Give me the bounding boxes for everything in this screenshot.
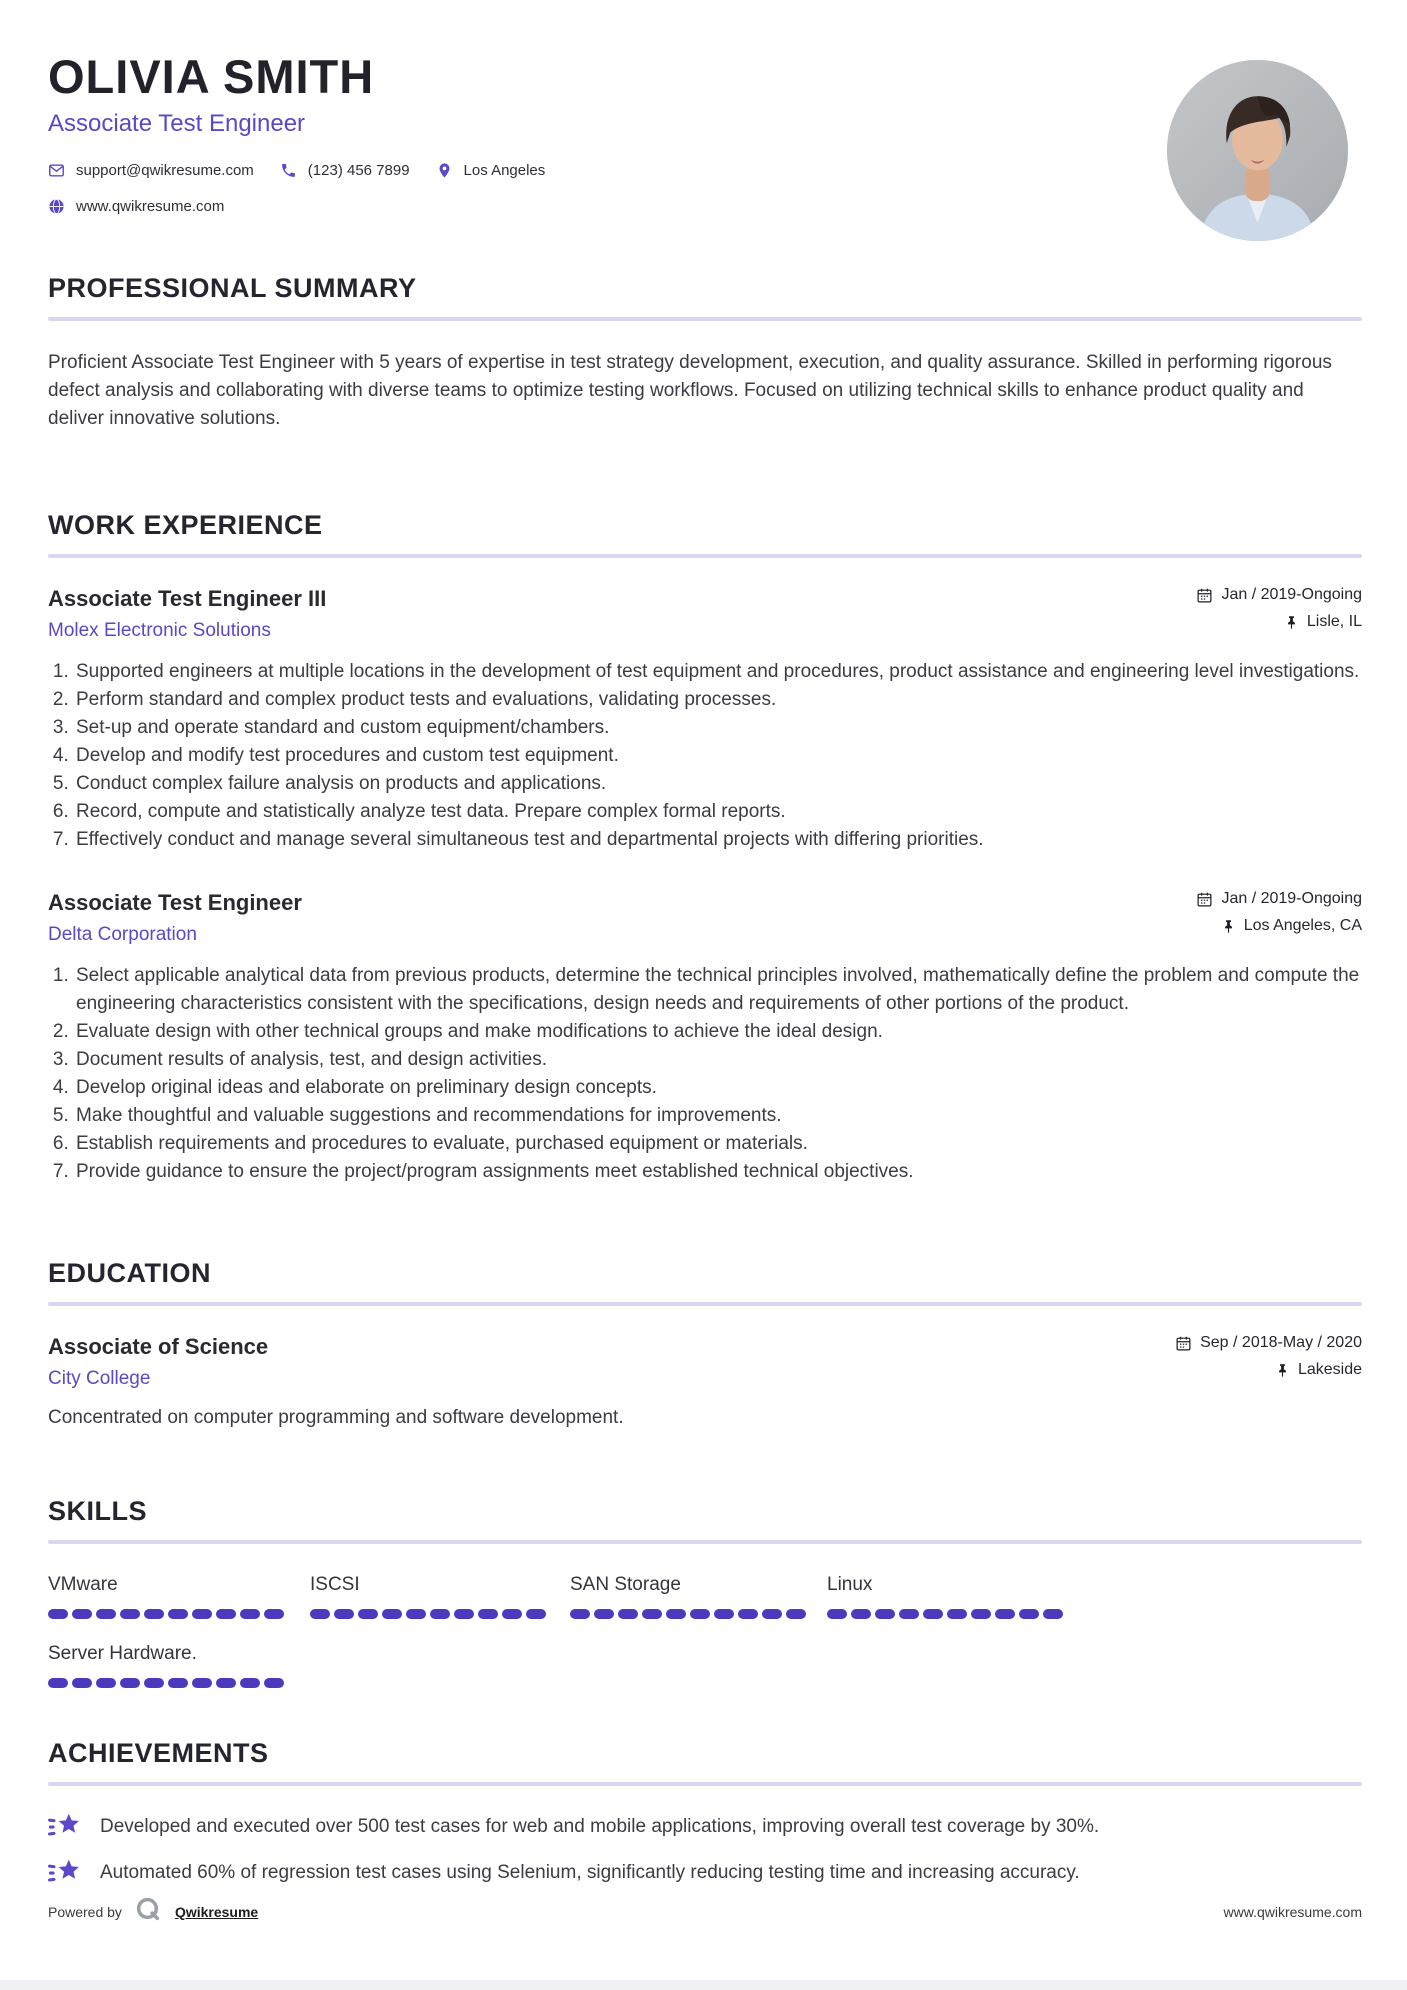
- summary-heading-rule: [48, 317, 1362, 321]
- education-school: City College: [48, 1368, 151, 1390]
- skill-bar: [827, 1609, 1063, 1619]
- skill-item: [310, 1574, 546, 1619]
- job-bullet: 6. Establish requirements and procedures to evaluate, purchased equipment or materials.: [74, 1130, 1362, 1158]
- phone-icon: [280, 162, 297, 179]
- calendar-icon: [1196, 891, 1213, 908]
- job-entry-2-head: [48, 890, 1362, 946]
- job-entry-2-meta: [1196, 890, 1362, 935]
- profile-photo: [1167, 60, 1348, 241]
- job-bullet: 7. Effectively conduct and manage several simultaneous test and departmental projects with differing priorities.: [74, 826, 1362, 854]
- section-skills: [48, 1496, 1362, 1688]
- education-location-text: Lakeside: [1297, 1361, 1362, 1379]
- globe-icon: [48, 198, 65, 215]
- job-date-text: Jan / 2019-Ongoing: [1221, 586, 1362, 604]
- job-entry-2: [48, 890, 1362, 1186]
- contact-row-1: [48, 162, 982, 179]
- contact-email[interactable]: [48, 162, 254, 179]
- summary-heading: PROFESSIONAL SUMMARY: [48, 273, 417, 304]
- contact-row-2: [48, 198, 982, 215]
- contact-phone: [280, 162, 410, 179]
- job-entry-1-titles: [48, 586, 326, 642]
- achievements-list: [48, 1812, 1362, 1887]
- education-entry: [48, 1334, 1362, 1432]
- section-education: [48, 1258, 1362, 1432]
- job-bullet: 1. Supported engineers at multiple locations in the development of test equipment and procedures, product assistance and engineering level investigations.: [74, 658, 1362, 686]
- education-date-line: [1175, 1334, 1362, 1352]
- job-bullet: 6. Record, compute and statistically analyze test data. Prepare complex formal reports.: [74, 798, 1362, 826]
- contact-website-text: www.qwikresume.com: [76, 198, 225, 216]
- pushpin-icon: [1284, 615, 1299, 630]
- job-bullet: 3. Document results of analysis, test, and design activities.: [74, 1046, 1362, 1074]
- powered-by-label: Powered by: [48, 1904, 122, 1920]
- job-entry-1-head: [48, 586, 1362, 642]
- skill-label: Server Hardware.: [48, 1643, 197, 1665]
- email-icon: [48, 162, 65, 179]
- job-date-text: Jan / 2019-Ongoing: [1221, 890, 1362, 908]
- job-date-line: [1196, 890, 1362, 908]
- qwikresume-link[interactable]: Qwikresume: [174, 1904, 259, 1920]
- job-bullet: 4. Develop and modify test procedures and custom test equipment.: [74, 742, 1362, 770]
- header: [48, 52, 1362, 215]
- candidate-title: Associate Test Engineer: [48, 110, 306, 138]
- job-entry-1-meta: [1196, 586, 1362, 631]
- skill-label: ISCSI: [310, 1574, 360, 1596]
- job-location-text: Lisle, IL: [1306, 613, 1362, 631]
- education-location-line: [1175, 1361, 1362, 1379]
- section-work-experience: [48, 510, 1362, 1186]
- achievements-heading-rule: [48, 1782, 1362, 1786]
- work-heading-rule: [48, 554, 1362, 558]
- education-heading: EDUCATION: [48, 1258, 211, 1289]
- skills-heading: SKILLS: [48, 1496, 148, 1527]
- contact-phone-text: (123) 456 7899: [307, 162, 410, 180]
- skill-item: [570, 1574, 806, 1619]
- job-bullet-list: [48, 658, 1362, 854]
- contact-email-text: support@qwikresume.com: [76, 162, 254, 180]
- job-bullet: 3. Set-up and operate standard and custom equipment/chambers.: [74, 714, 1362, 742]
- skill-label: Linux: [827, 1574, 873, 1596]
- education-description: Concentrated on computer programming and software development.: [48, 1407, 624, 1429]
- job-bullet: 2. Perform standard and complex product tests and evaluations, validating processes.: [74, 686, 1362, 714]
- job-bullet: 2. Evaluate design with other technical groups and make modifications to achieve the ideal design.: [74, 1018, 1362, 1046]
- education-degree: Associate of Science: [48, 1334, 269, 1360]
- shooting-star-icon: [48, 1812, 82, 1841]
- job-bullet-list: [48, 962, 1362, 1186]
- contact-location: [436, 162, 546, 179]
- job-date-line: [1196, 586, 1362, 604]
- education-entry-head: [48, 1334, 1362, 1390]
- summary-text: Proficient Associate Test Engineer with 5 years of expertise in test strategy development, execution, and quality assurance. Skilled in performing rigorous defect analysis and collaborating with diverse teams to optimize testing workflows. Focused on utilizing technical skills to enhance product quality and deliver innovative solutions.: [48, 352, 1332, 430]
- footer-branding: [48, 1896, 258, 1928]
- qwikresume-logo-icon: [135, 1896, 162, 1928]
- skill-item: [48, 1643, 284, 1688]
- job-entry-1: [48, 586, 1362, 854]
- footer: [48, 1896, 1362, 1990]
- skill-bar: [570, 1609, 806, 1619]
- candidate-name: OLIVIA SMITH: [48, 50, 375, 103]
- section-professional-summary: [48, 273, 1362, 452]
- education-meta: [1175, 1334, 1362, 1379]
- page-bottom-strip: [0, 1980, 1407, 1990]
- skill-item: [827, 1574, 1063, 1619]
- achievement-item: [48, 1858, 1362, 1887]
- location-pin-icon: [436, 162, 453, 179]
- job-bullet: 7. Provide guidance to ensure the project/program assignments meet established technical objectives.: [74, 1158, 1362, 1186]
- skill-label: SAN Storage: [570, 1574, 681, 1596]
- job-entry-2-titles: [48, 890, 302, 946]
- skill-bar: [310, 1609, 546, 1619]
- job-bullet: 5. Conduct complex failure analysis on products and applications.: [74, 770, 1362, 798]
- pushpin-icon: [1221, 919, 1236, 934]
- skill-label: VMware: [48, 1574, 118, 1596]
- achievements-heading: ACHIEVEMENTS: [48, 1738, 269, 1769]
- achievement-item: [48, 1812, 1362, 1841]
- pushpin-icon: [1275, 1363, 1290, 1378]
- skills-heading-rule: [48, 1540, 1362, 1544]
- job-location-text: Los Angeles, CA: [1243, 917, 1362, 935]
- job-location-line: [1196, 917, 1362, 935]
- job-title: Associate Test Engineer: [48, 890, 302, 916]
- work-heading: WORK EXPERIENCE: [48, 510, 323, 541]
- job-bullet: 4. Develop original ideas and elaborate on preliminary design concepts.: [74, 1074, 1362, 1102]
- skill-item: [48, 1574, 284, 1619]
- footer-website: www.qwikresume.com: [1223, 1904, 1362, 1920]
- education-heading-rule: [48, 1302, 1362, 1306]
- calendar-icon: [1175, 1335, 1192, 1352]
- profile-photo-illustration: [1167, 60, 1348, 241]
- job-bullet: 5. Make thoughtful and valuable suggestions and recommendations for improvements.: [74, 1102, 1362, 1130]
- skill-bar: [48, 1678, 284, 1688]
- achievement-text: Automated 60% of regression test cases using Selenium, significantly reducing testing time and increasing accuracy.: [100, 1861, 1080, 1883]
- contact-website[interactable]: [48, 198, 224, 215]
- job-location-line: [1196, 613, 1362, 631]
- job-company: Delta Corporation: [48, 924, 197, 946]
- skill-bar: [48, 1609, 284, 1619]
- achievement-text: Developed and executed over 500 test cases for web and mobile applications, improving overall test coverage by 30%.: [100, 1815, 1100, 1837]
- contact-location-text: Los Angeles: [463, 162, 546, 180]
- job-company: Molex Electronic Solutions: [48, 620, 271, 642]
- education-titles: [48, 1334, 268, 1390]
- shooting-star-icon: [48, 1858, 82, 1887]
- section-achievements: [48, 1738, 1362, 1887]
- job-bullet: 1. Select applicable analytical data from previous products, determine the technical principles involved, mathematically define the problem and compute the engineering characteristics consistent with the specifications, design needs and requirements of other portions of the product.: [74, 962, 1362, 1018]
- calendar-icon: [1196, 587, 1213, 604]
- job-title: Associate Test Engineer III: [48, 586, 327, 612]
- skills-grid: [48, 1574, 1362, 1688]
- education-date-text: Sep / 2018-May / 2020: [1200, 1334, 1362, 1352]
